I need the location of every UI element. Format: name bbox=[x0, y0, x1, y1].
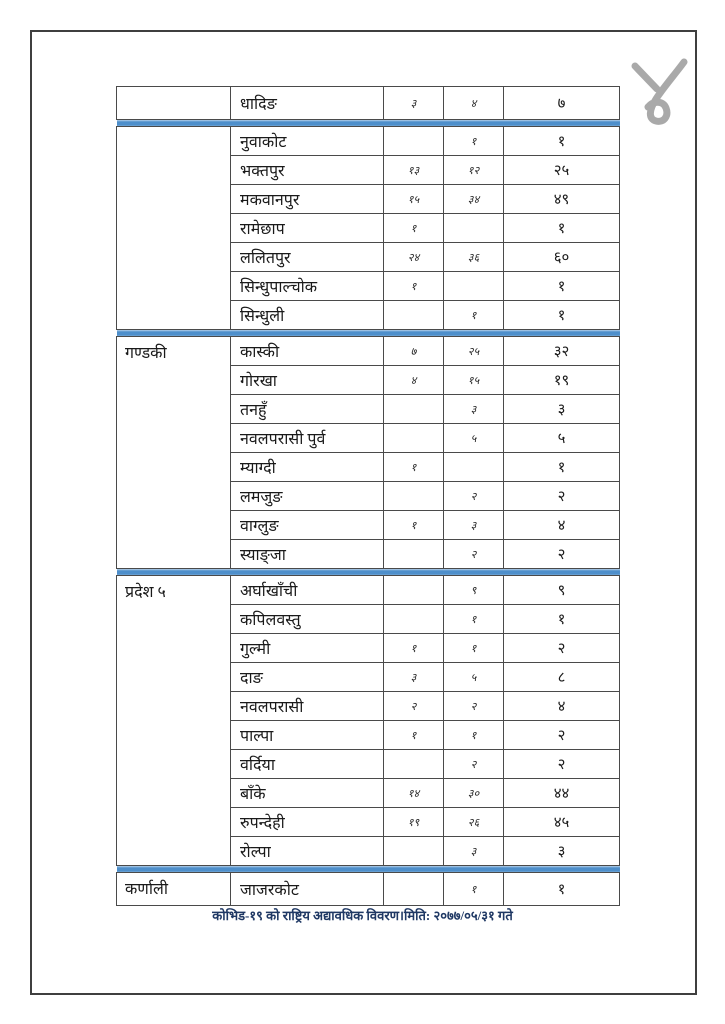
value1-cell: ३ bbox=[384, 87, 444, 120]
value1-cell: १ bbox=[384, 272, 444, 301]
value2-cell: ३४ bbox=[444, 185, 504, 214]
value2-cell: १ bbox=[444, 127, 504, 156]
total-cell: ७ bbox=[504, 87, 620, 120]
district-cell: ललितपुर bbox=[231, 243, 384, 272]
value2-cell: ५ bbox=[444, 663, 504, 692]
value2-cell: २ bbox=[444, 750, 504, 779]
province-cell: कर्णाली bbox=[117, 873, 231, 906]
total-cell: ४५ bbox=[504, 808, 620, 837]
total-cell: १ bbox=[504, 873, 620, 906]
table-row bbox=[117, 576, 620, 605]
district-cell: कपिलवस्तु bbox=[231, 605, 384, 634]
district-cell: रुपन्देही bbox=[231, 808, 384, 837]
value1-cell: १ bbox=[384, 214, 444, 243]
district-covid-table bbox=[116, 86, 620, 906]
total-cell: ४४ bbox=[504, 779, 620, 808]
total-cell: २ bbox=[504, 540, 620, 569]
district-cell: धादिङ bbox=[231, 87, 384, 120]
table-row bbox=[117, 87, 620, 120]
value1-cell: १ bbox=[384, 721, 444, 750]
district-cell: मकवानपुर bbox=[231, 185, 384, 214]
total-cell: ४ bbox=[504, 511, 620, 540]
total-cell: २ bbox=[504, 750, 620, 779]
district-cell: सिन्धुली bbox=[231, 301, 384, 330]
value1-cell: २ bbox=[384, 692, 444, 721]
page-number-watermark-icon bbox=[628, 58, 690, 126]
district-cell: नवलपरासी पुर्व bbox=[231, 424, 384, 453]
value1-cell bbox=[384, 873, 444, 906]
district-cell: वर्दिया bbox=[231, 750, 384, 779]
total-cell: ३२ bbox=[504, 337, 620, 366]
value1-cell: १ bbox=[384, 511, 444, 540]
total-cell: ३ bbox=[504, 837, 620, 866]
value2-cell bbox=[444, 272, 504, 301]
district-cell: पाल्पा bbox=[231, 721, 384, 750]
value1-cell: ७ bbox=[384, 337, 444, 366]
district-cell: स्याङ्जा bbox=[231, 540, 384, 569]
group-separator bbox=[117, 866, 620, 873]
group-separator bbox=[117, 569, 620, 576]
province-cell bbox=[117, 87, 231, 120]
value2-cell: १२ bbox=[444, 156, 504, 185]
value1-cell bbox=[384, 750, 444, 779]
district-cell: गोरखा bbox=[231, 366, 384, 395]
total-cell: २ bbox=[504, 482, 620, 511]
value2-cell: ३ bbox=[444, 395, 504, 424]
total-cell: ५ bbox=[504, 424, 620, 453]
value1-cell bbox=[384, 127, 444, 156]
district-cell: रामेछाप bbox=[231, 214, 384, 243]
district-cell: सिन्धुपाल्चोक bbox=[231, 272, 384, 301]
total-cell: ८ bbox=[504, 663, 620, 692]
value2-cell: २५ bbox=[444, 337, 504, 366]
value2-cell: ५ bbox=[444, 424, 504, 453]
table-row bbox=[117, 873, 620, 906]
district-cell: भक्तपुर bbox=[231, 156, 384, 185]
value2-cell: १५ bbox=[444, 366, 504, 395]
district-cell: गुल्मी bbox=[231, 634, 384, 663]
value1-cell: ३ bbox=[384, 663, 444, 692]
district-cell: तनहुँ bbox=[231, 395, 384, 424]
total-cell: २५ bbox=[504, 156, 620, 185]
value2-cell: २ bbox=[444, 482, 504, 511]
total-cell: १ bbox=[504, 272, 620, 301]
total-cell: ३ bbox=[504, 395, 620, 424]
total-cell: १ bbox=[504, 605, 620, 634]
value2-cell: ३० bbox=[444, 779, 504, 808]
district-cell: दाङ bbox=[231, 663, 384, 692]
district-cell: जाजरकोट bbox=[231, 873, 384, 906]
value2-cell: १ bbox=[444, 301, 504, 330]
total-cell: १ bbox=[504, 453, 620, 482]
value2-cell: १ bbox=[444, 873, 504, 906]
total-cell: १ bbox=[504, 214, 620, 243]
value1-cell bbox=[384, 482, 444, 511]
district-cell: अर्घाखाँची bbox=[231, 576, 384, 605]
value1-cell: १५ bbox=[384, 185, 444, 214]
value1-cell bbox=[384, 395, 444, 424]
district-cell: नुवाकोट bbox=[231, 127, 384, 156]
value2-cell bbox=[444, 214, 504, 243]
value1-cell: १४ bbox=[384, 779, 444, 808]
value2-cell: ३ bbox=[444, 837, 504, 866]
value1-cell bbox=[384, 424, 444, 453]
table-row bbox=[117, 127, 620, 156]
district-cell: रोल्पा bbox=[231, 837, 384, 866]
total-cell: १९ bbox=[504, 366, 620, 395]
value1-cell: १ bbox=[384, 453, 444, 482]
value2-cell: ३ bbox=[444, 511, 504, 540]
district-cell: लमजुङ bbox=[231, 482, 384, 511]
footer-note: कोभिड-१९ को राष्ट्रिय अद्यावधिक विवरण।मिति: २०७७/०५/३१ गते bbox=[212, 908, 513, 923]
value2-cell: १ bbox=[444, 721, 504, 750]
total-cell: २ bbox=[504, 634, 620, 663]
value1-cell bbox=[384, 576, 444, 605]
total-cell: ९ bbox=[504, 576, 620, 605]
table-row bbox=[117, 337, 620, 366]
province-cell: गण्डकी bbox=[117, 337, 231, 569]
value2-cell: २६ bbox=[444, 808, 504, 837]
total-cell: २ bbox=[504, 721, 620, 750]
province-cell bbox=[117, 127, 231, 330]
district-cell: नवलपरासी bbox=[231, 692, 384, 721]
province-cell: प्रदेश ५ bbox=[117, 576, 231, 866]
value2-cell bbox=[444, 453, 504, 482]
value1-cell bbox=[384, 301, 444, 330]
value1-cell: १३ bbox=[384, 156, 444, 185]
total-cell: ६० bbox=[504, 243, 620, 272]
value1-cell: १९ bbox=[384, 808, 444, 837]
district-cell: म्याग्दी bbox=[231, 453, 384, 482]
value2-cell: २ bbox=[444, 540, 504, 569]
district-cell: कास्की bbox=[231, 337, 384, 366]
group-separator bbox=[117, 330, 620, 337]
group-separator bbox=[117, 120, 620, 127]
value1-cell bbox=[384, 837, 444, 866]
covid-table-body bbox=[117, 87, 620, 906]
total-cell: ४ bbox=[504, 692, 620, 721]
total-cell: ४९ bbox=[504, 185, 620, 214]
district-cell: बाँके bbox=[231, 779, 384, 808]
value1-cell: ४ bbox=[384, 366, 444, 395]
total-cell: १ bbox=[504, 301, 620, 330]
value2-cell: ९ bbox=[444, 576, 504, 605]
value2-cell: १ bbox=[444, 634, 504, 663]
value1-cell bbox=[384, 605, 444, 634]
value1-cell bbox=[384, 540, 444, 569]
value2-cell: १ bbox=[444, 605, 504, 634]
value1-cell: १ bbox=[384, 634, 444, 663]
value1-cell: २४ bbox=[384, 243, 444, 272]
value2-cell: २ bbox=[444, 692, 504, 721]
district-cell: वाग्लुङ bbox=[231, 511, 384, 540]
total-cell: १ bbox=[504, 127, 620, 156]
value2-cell: ४ bbox=[444, 87, 504, 120]
value2-cell: ३६ bbox=[444, 243, 504, 272]
